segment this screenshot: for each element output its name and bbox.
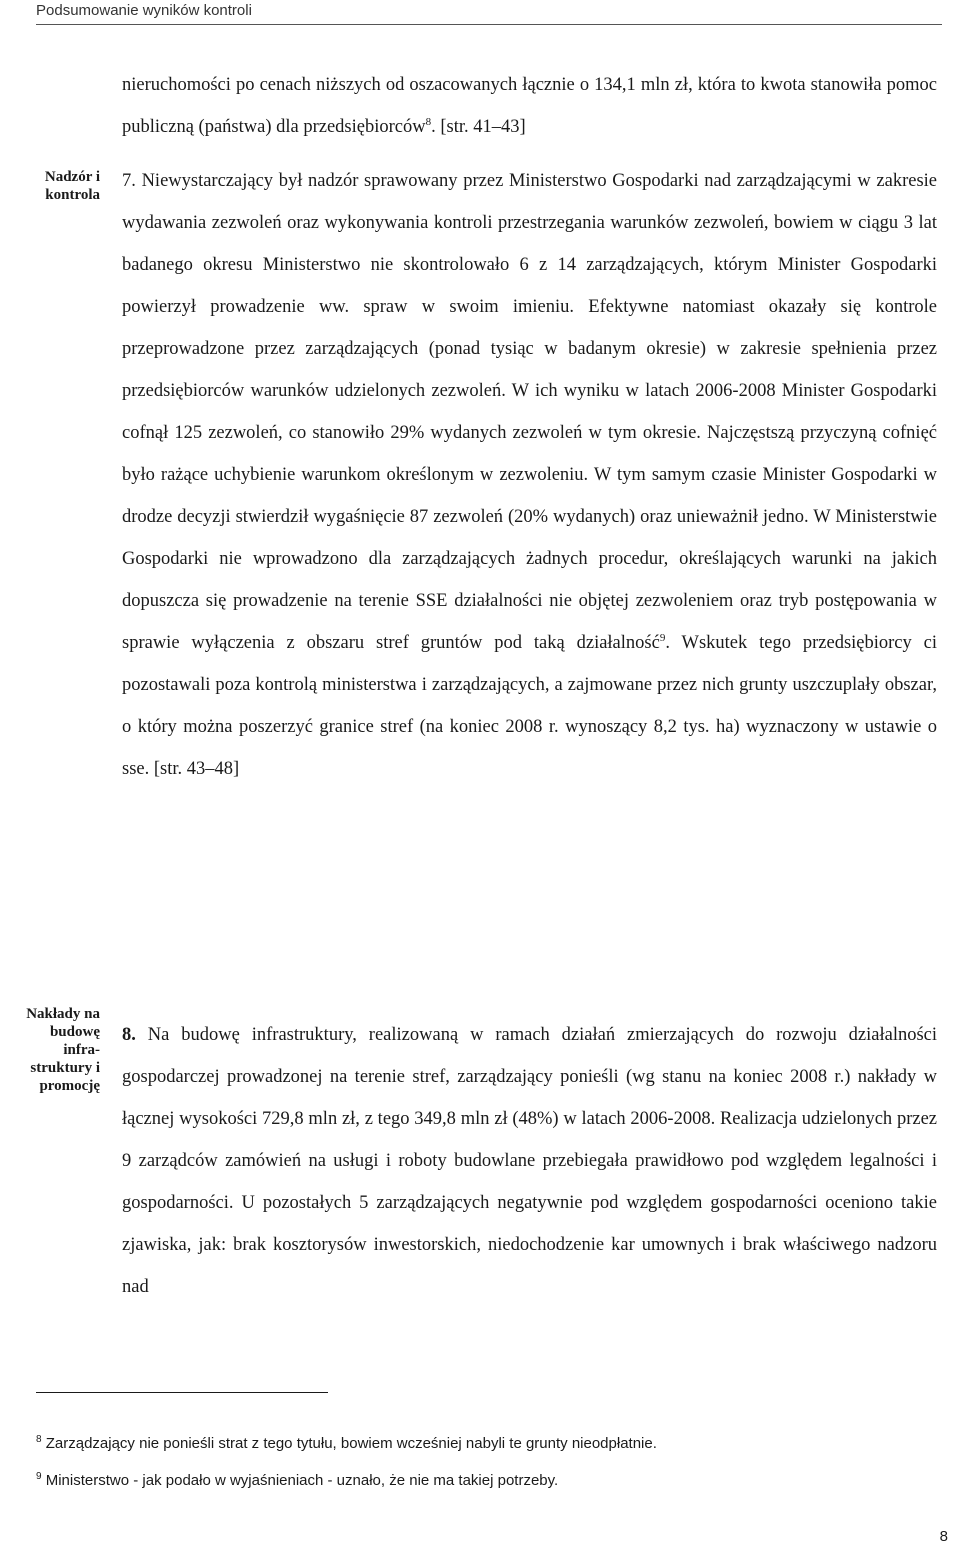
margin-note-line: kontrola [45, 187, 100, 203]
point-8-paragraph [122, 1014, 937, 1308]
footnote-number: 9 [36, 1471, 42, 1482]
margin-note-line: struktury i [30, 1060, 100, 1076]
margin-note-line: Nakłady na [26, 1006, 100, 1022]
page-number: 8 [939, 1528, 948, 1545]
point-7-text: Niewystarczający był nadzór sprawowany przez Ministerstwo Gospodarki nad zarządzającymi w zakresie wydawania zezwoleń oraz wykonywania kontroli przestrzegania warunków zezwoleń, bowiem w ciągu 3 lat badanego okresu Ministerstwo nie skontrolowało 6 z 14 zarządzających, którym Minister Gospodarki powierzył prowadzenie ww. spraw w swoim imieniu. Efektywne natomiast okazały się kontrole przeprowadzone przez zarządzających (ponad tysiąc w badanym okresie) w zakresie spełnienia przez przedsiębiorców warunków udzielonych zezwoleń. W ich wyniku w latach 2006-2008 Minister Gospodarki cofnął 125 zezwoleń, co stanowiło 29% wydanych zezwoleń w tym okresie. Najczęstszą przyczyną cofnięć było rażące uchybienie warunkom określonym w zezwoleniu. W tym samym czasie Minister Gospodarki w drodze decyzji stwierdził wygaśnięcie 87 zezwoleń (20% wydanych) oraz unieważnił jedno. W Ministerstwie Gospodarki nie wprowadzono dla zarządzających żadnych procedur, określających warunki na jakich dopuszcza się prowadzenie na terenie SSE działalności nie objętej zezwoleniem oraz tryb postępowania w sprawie wyłączenia z obszaru stref gruntów pod taką działalność [122, 171, 937, 653]
margin-note-line: promocję [39, 1078, 100, 1094]
point-7-number: 7. [122, 171, 136, 191]
margin-note-line: Nadzór i [44, 169, 100, 185]
point-8-text: Na budowę infrastruktury, realizowaną w ramach działań zmierzających do rozwoju działalności gospodarczej prowadzonej na terenie stref, zarządzający ponieśli (wg stanu na koniec 2008 r.) nakłady w łącznej wysokości 729,8 mln zł, z tego 349,8 mln zł (48%) w latach 2006-2008. Realizacja udzielonych przez 9 zarządców zamówień na usługi i roboty budowlane przebiegała prawidłowo pod względem legalności i gospodarności. U pozostałych 5 zarządzających negatywnie pod względem gospodarności oceniono takie zjawiska, jak: brak kosztorysów inwestorskich, niedochodzenie kar umownych i brak właściwego nadzoru nad [122, 1025, 938, 1297]
margin-note-line: infra- [63, 1042, 100, 1058]
footnote-number: 8 [36, 1434, 42, 1445]
point-7-after: . Wskutek tego przedsiębiorcy ci pozostawali poza kontrolą ministerstwa i zarządzających, a zajmowane przez nich grunty uszczuplały obszar, o który można poszerzyć granice stref (na koniec 2008 r. wynoszący 8,2 tys. ha) wyznaczony w ustawie o sse. [str. 43–48] [122, 633, 937, 779]
point-7-paragraph [122, 160, 937, 790]
footnote-text: Ministerstwo - jak podało w wyjaśnieniach - uznało, że nie ma takiej potrzeby. [45, 1472, 559, 1489]
footnote-ref-9[interactable]: 9 [659, 631, 666, 644]
footnote-separator [36, 1392, 328, 1393]
page-header [36, 0, 942, 25]
margin-note-nadzor [45, 168, 100, 204]
continuation-paragraph [122, 64, 937, 148]
continuation-text: nieruchomości po cenach niższych od oszacowanych łącznie o 134,1 mln zł, która to kwota stanowiła pomoc publiczną (państwa) dla przedsiębiorców [122, 75, 937, 137]
margin-note-line: budowę [49, 1024, 100, 1040]
footnote-9 [36, 1472, 916, 1490]
footnote-ref-8[interactable]: 8 [425, 115, 432, 128]
header-title: Podsumowanie wyników kontroli [36, 2, 252, 19]
footnote-text: Zarządzający nie ponieśli strat z tego tytułu, bowiem wcześniej nabyli te grunty nieodpłatnie. [45, 1435, 657, 1452]
margin-note-naklady [26, 1005, 100, 1095]
continuation-after: . [str. 41–43] [431, 117, 526, 137]
point-8-number: 8. [122, 1025, 136, 1045]
footnote-8 [36, 1435, 916, 1453]
